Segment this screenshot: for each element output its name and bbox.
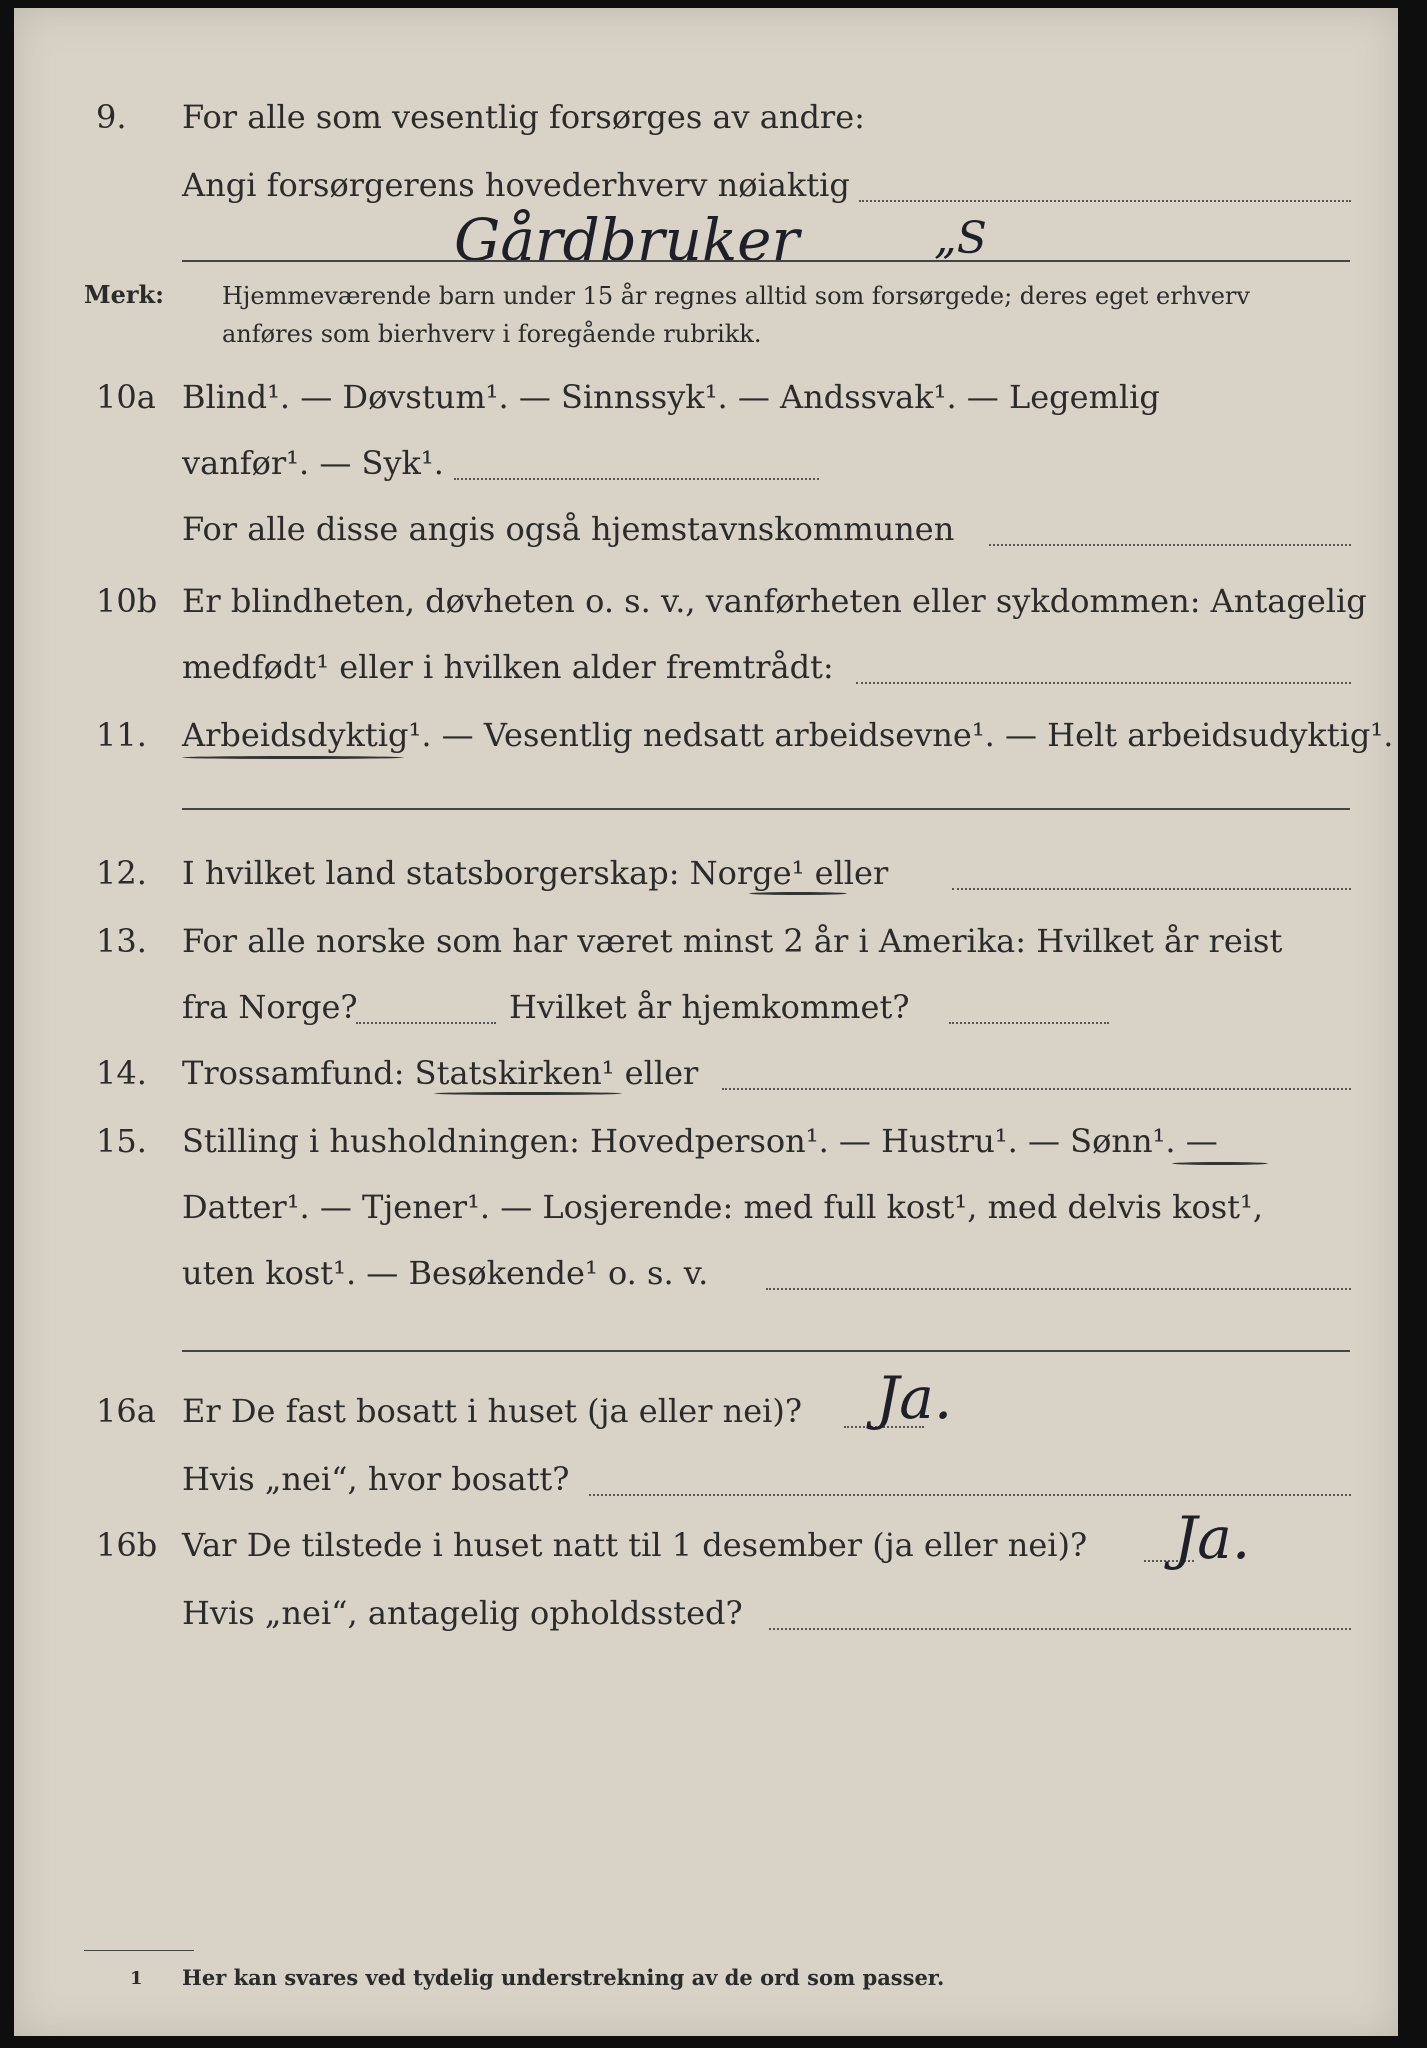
question-text: I hvilket land statsborgerskap: Norge¹ eller xyxy=(182,854,889,892)
question-text: For alle disse angis også hjemstavnskommunen xyxy=(182,510,955,548)
item-number: 9. xyxy=(96,98,127,136)
answer-line xyxy=(769,1628,1351,1630)
question-text: Blind¹. — Døvstum¹. — Sinnssyk¹. — Andssvak¹. — Legemlig xyxy=(182,378,1160,416)
item-number: 16b xyxy=(96,1526,158,1564)
note-text: Hjemmeværende barn under 15 år regnes alltid som forsørgede; deres eget erhverv xyxy=(222,282,1250,310)
item-number: 14. xyxy=(96,1054,147,1092)
answer-line xyxy=(454,478,819,480)
answer-line xyxy=(356,1022,496,1024)
item-number: 11. xyxy=(96,716,147,754)
answer-line xyxy=(589,1494,1351,1496)
question-text: For alle norske som har været minst 2 år i Amerika: Hvilket år reist xyxy=(182,922,1283,960)
footnote-rule xyxy=(84,1950,194,1951)
item-number: 12. xyxy=(96,854,147,892)
answer-line xyxy=(182,808,1350,810)
handwritten-answer-suffix: „S xyxy=(934,213,987,264)
answer-line xyxy=(949,1022,1109,1024)
note-label: Merk: xyxy=(84,280,164,309)
handwritten-answer: Gårdbruker xyxy=(454,206,800,274)
question-text: Hvis „nei“, antagelig opholdssted? xyxy=(182,1594,743,1632)
item-number: 15. xyxy=(96,1122,147,1160)
answer-line xyxy=(859,200,1351,202)
note-text: anføres som bierhverv i foregående rubrikk. xyxy=(222,320,762,348)
answer-line xyxy=(766,1288,1351,1290)
answer-line xyxy=(182,1350,1350,1352)
item-number: 10b xyxy=(96,582,158,620)
question-text: Datter¹. — Tjener¹. — Losjerende: med full kost¹, med delvis kost¹, xyxy=(182,1188,1264,1226)
question-text: Angi forsørgerens hovederhverv nøiaktig xyxy=(182,166,850,204)
question-text: Er blindheten, døvheten o. s. v., vanførheten eller sykdommen: Antagelig xyxy=(182,582,1367,620)
question-text: fra Norge? xyxy=(182,988,358,1026)
question-text: Arbeidsdyktig¹. — Vesentlig nedsatt arbeidsevne¹. — Helt arbeidsudyktig¹. xyxy=(182,716,1394,754)
answer-line xyxy=(722,1088,1351,1090)
item-number: 13. xyxy=(96,922,147,960)
underline-mark xyxy=(1172,1162,1268,1165)
underline-mark xyxy=(182,756,404,759)
question-text: Er De fast bosatt i huset (ja eller nei)? xyxy=(182,1392,803,1430)
answer-line xyxy=(856,682,1351,684)
census-form-page xyxy=(14,8,1398,2036)
handwritten-answer: Ja. xyxy=(1174,1504,1251,1572)
question-text: Hvis „nei“, hvor bosatt? xyxy=(182,1460,570,1498)
question-text: Trossamfund: Statskirken¹ eller xyxy=(182,1054,699,1092)
answer-line xyxy=(989,544,1351,546)
footnote-text: Her kan svares ved tydelig understrekning av de ord som passer. xyxy=(182,1965,945,1990)
question-text: For alle som vesentlig forsørges av andre: xyxy=(182,98,865,136)
question-text: Hvilket år hjemkommet? xyxy=(509,988,910,1026)
answer-line xyxy=(182,260,1350,262)
underline-mark xyxy=(749,892,847,895)
question-text: vanfør¹. — Syk¹. xyxy=(182,444,444,482)
underline-mark xyxy=(434,1092,622,1095)
question-text: Var De tilstede i huset natt til 1 desember (ja eller nei)? xyxy=(182,1526,1088,1564)
item-number: 10a xyxy=(96,378,156,416)
answer-line xyxy=(952,888,1351,890)
question-text: Stilling i husholdningen: Hovedperson¹. — Hustru¹. — Sønn¹. — xyxy=(182,1122,1218,1160)
footnote-mark: 1 xyxy=(130,1968,143,1989)
question-text: uten kost¹. — Besøkende¹ o. s. v. xyxy=(182,1254,709,1292)
handwritten-answer: Ja. xyxy=(876,1364,953,1432)
item-number: 16a xyxy=(96,1392,156,1430)
question-text: medfødt¹ eller i hvilken alder fremtrådt: xyxy=(182,648,834,686)
